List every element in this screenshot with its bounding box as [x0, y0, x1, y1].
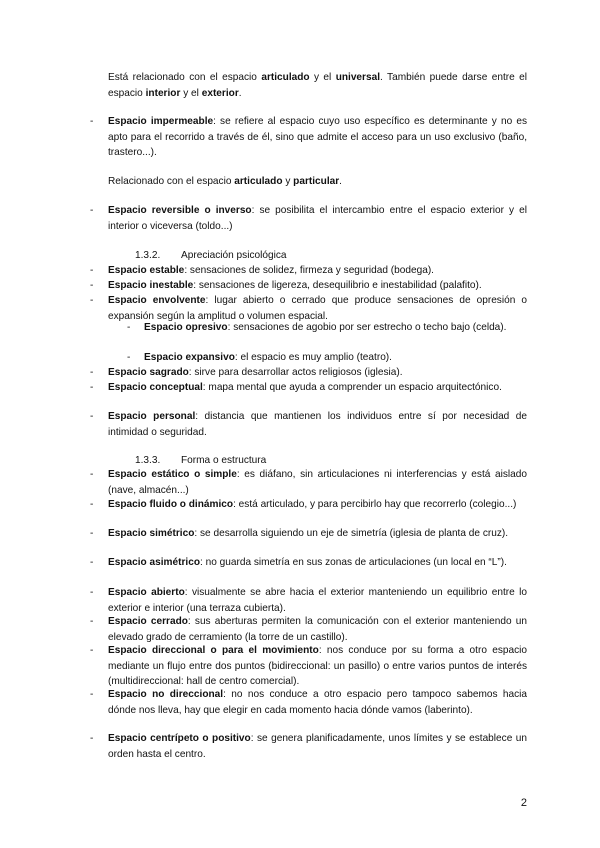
list-item: Espacio estático o simple: es diáfano, sin articulaciones ni interferencias y está aislado (nave, almacén...): [108, 469, 527, 496]
bullet-dash: -: [90, 116, 94, 127]
list-item: Espacio personal: distancia que mantienen los individuos entre sí por necesidad de intimidad o seguridad.: [108, 411, 527, 438]
sub-list-item: Espacio expansivo: el espacio es muy amplio (teatro).: [144, 352, 392, 363]
bullet-dash: -: [90, 557, 94, 568]
bullet-dash: -: [90, 587, 94, 598]
bullet-dash: -: [90, 411, 94, 422]
bullet-dash: -: [90, 205, 94, 216]
list-item: Espacio estable: sensaciones de solidez, firmeza y seguridad (bodega).: [108, 265, 434, 276]
list-item: Espacio fluido o dinámico: está articulado, y para percibirlo hay que recorrerlo (colegio...): [108, 499, 517, 510]
section-132-number: 1.3.2.: [135, 250, 161, 261]
sub-bullet-dash: -: [127, 322, 131, 333]
list-item: Espacio conceptual: mapa mental que ayuda a comprender un espacio arquitectónico.: [108, 382, 502, 393]
list-item: Espacio no direccional: no nos conduce a otro espacio pero tampoco sabemos hacia dónde nos lleva, hay que elegir en cada momento hacia dónde vamos (laberinto).: [108, 689, 528, 716]
bullet-dash: -: [90, 295, 94, 306]
bullet-dash: -: [90, 645, 94, 656]
bullet-dash: -: [90, 367, 94, 378]
bullet-dash: -: [90, 616, 94, 627]
list-item: Espacio envolvente: lugar abierto o cerrado que produce sensaciones de opresión o expansión según la amplitud o volumen espacial.: [108, 295, 527, 322]
list-item: Espacio sagrado: sirve para desarrollar actos religiosos (iglesia).: [108, 367, 403, 378]
page-number: 2: [520, 797, 527, 809]
bullet-dash: -: [90, 528, 94, 539]
list-item: Espacio inestable: sensaciones de ligereza, desequilibrio e inestabilidad (palafito).: [108, 280, 482, 291]
bullet-dash: -: [90, 382, 94, 393]
bullet-dash: -: [90, 689, 94, 700]
section-133-number: 1.3.3.: [135, 455, 161, 466]
item-impermeable: Espacio impermeable: se refiere al espacio cuyo uso específico es determinante y no es apto para el recorrido a través de él, sino que admite el acceso para un uso exclusivo (baño, trastero...).: [108, 116, 527, 158]
sub-list-item: Espacio opresivo: sensaciones de agobio por ser estrecho o techo bajo (celda).: [144, 322, 507, 333]
list-item: Espacio asimétrico: no guarda simetría en sus zonas de articulaciones (un local en “L”).: [108, 557, 507, 568]
item-reversible: Espacio reversible o inverso: se posibilita el intercambio entre el espacio exterior y el interior o viceversa (toldo...): [108, 205, 527, 232]
bullet-dash: -: [90, 499, 94, 510]
section-132-title: Apreciación psicológica: [181, 250, 287, 261]
list-item: Espacio abierto: visualmente se abre hacia el exterior manteniendo un equilibrio entre lo exterior e interior (una terraza cubierta).: [108, 587, 527, 614]
sub-bullet-dash: -: [127, 352, 131, 363]
list-item: Espacio direccional o para el movimiento: nos conduce por su forma a otro espacio mediante un flujo entre dos puntos (bidireccional: un pasillo) o entre varios puntos de interés (multidireccional: hall de centro comercial).: [108, 645, 527, 687]
list-item: Espacio centrípeto o positivo: se genera planificadamente, unos límites y se establece un orden hasta el centro.: [108, 733, 527, 760]
related-paragraph: Relacionado con el espacio articulado y particular.: [108, 176, 342, 187]
bullet-dash: -: [90, 733, 94, 744]
section-133-title: Forma o estructura: [181, 455, 267, 466]
intro-paragraph: Está relacionado con el espacio articulado y el universal. También puede darse entre el espacio interior y el exterior.: [108, 72, 527, 99]
list-item: Espacio cerrado: sus aberturas permiten la comunicación con el exterior manteniendo un elevado grado de cerramiento (la torre de un castillo).: [108, 616, 528, 643]
bullet-dash: -: [90, 469, 94, 480]
list-item: Espacio simétrico: se desarrolla siguiendo un eje de simetría (iglesia de planta de cruz).: [108, 528, 509, 539]
bullet-dash: -: [90, 265, 94, 276]
bullet-dash: -: [90, 280, 94, 291]
